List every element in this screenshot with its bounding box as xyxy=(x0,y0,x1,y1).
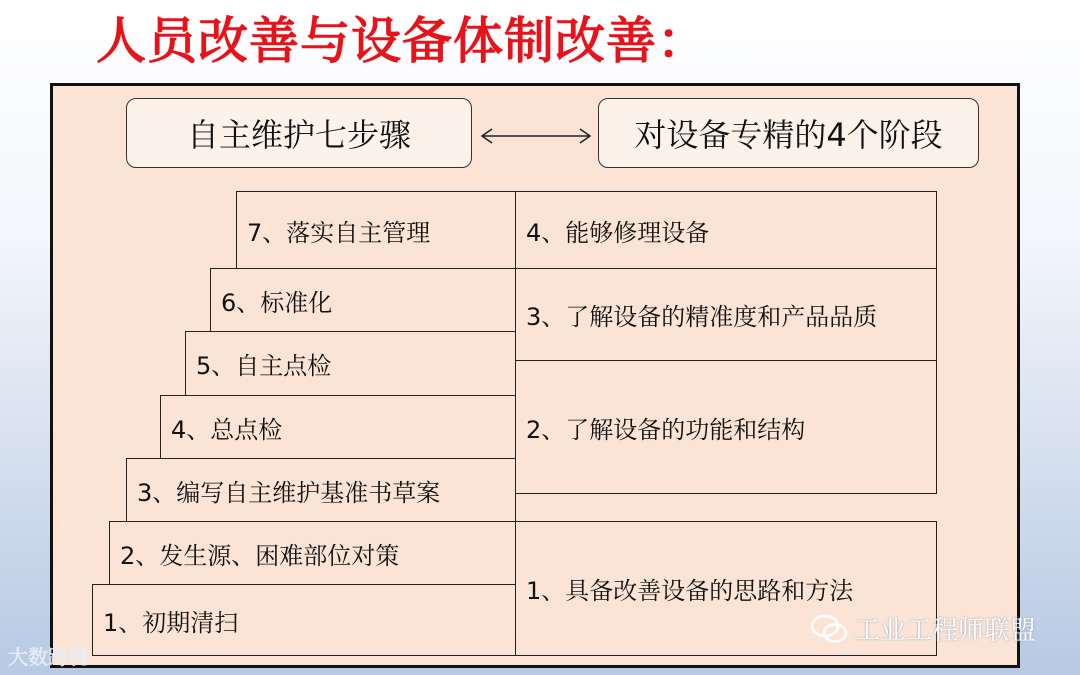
watermark-logo-left xyxy=(8,641,88,670)
header-four-stages: 对设备专精的4个阶段 xyxy=(598,98,979,168)
header-seven-steps: 自主维护七步骤 xyxy=(126,98,472,168)
step-7: 7、落实自主管理 xyxy=(236,191,516,269)
stage-4: 4、能够修理设备 xyxy=(515,191,937,269)
stage-2: 2、了解设备的功能和结构 xyxy=(515,360,937,494)
watermark-right-text: 工业工程师联盟 xyxy=(854,616,1037,646)
step-3: 3、编写自主维护基准书草案 xyxy=(126,458,516,522)
step-1: 1、初期清扫 xyxy=(92,584,516,656)
step-6: 6、标准化 xyxy=(210,268,516,332)
watermark-left-text: 大数跨境 xyxy=(8,645,88,669)
watermark-wechat xyxy=(810,610,1036,647)
page-title: 人员改善与设备体制改善： xyxy=(96,12,708,70)
stage-3: 3、了解设备的精准度和产品品质 xyxy=(515,268,937,361)
step-5: 5、自主点检 xyxy=(185,331,516,396)
stage-1: 1、具备改善设备的思路和方法 xyxy=(515,521,937,656)
double-arrow-icon xyxy=(478,126,594,146)
wechat-icon xyxy=(810,613,848,645)
step-2: 2、发生源、困难部位对策 xyxy=(109,521,516,585)
step-4: 4、总点检 xyxy=(160,395,516,459)
